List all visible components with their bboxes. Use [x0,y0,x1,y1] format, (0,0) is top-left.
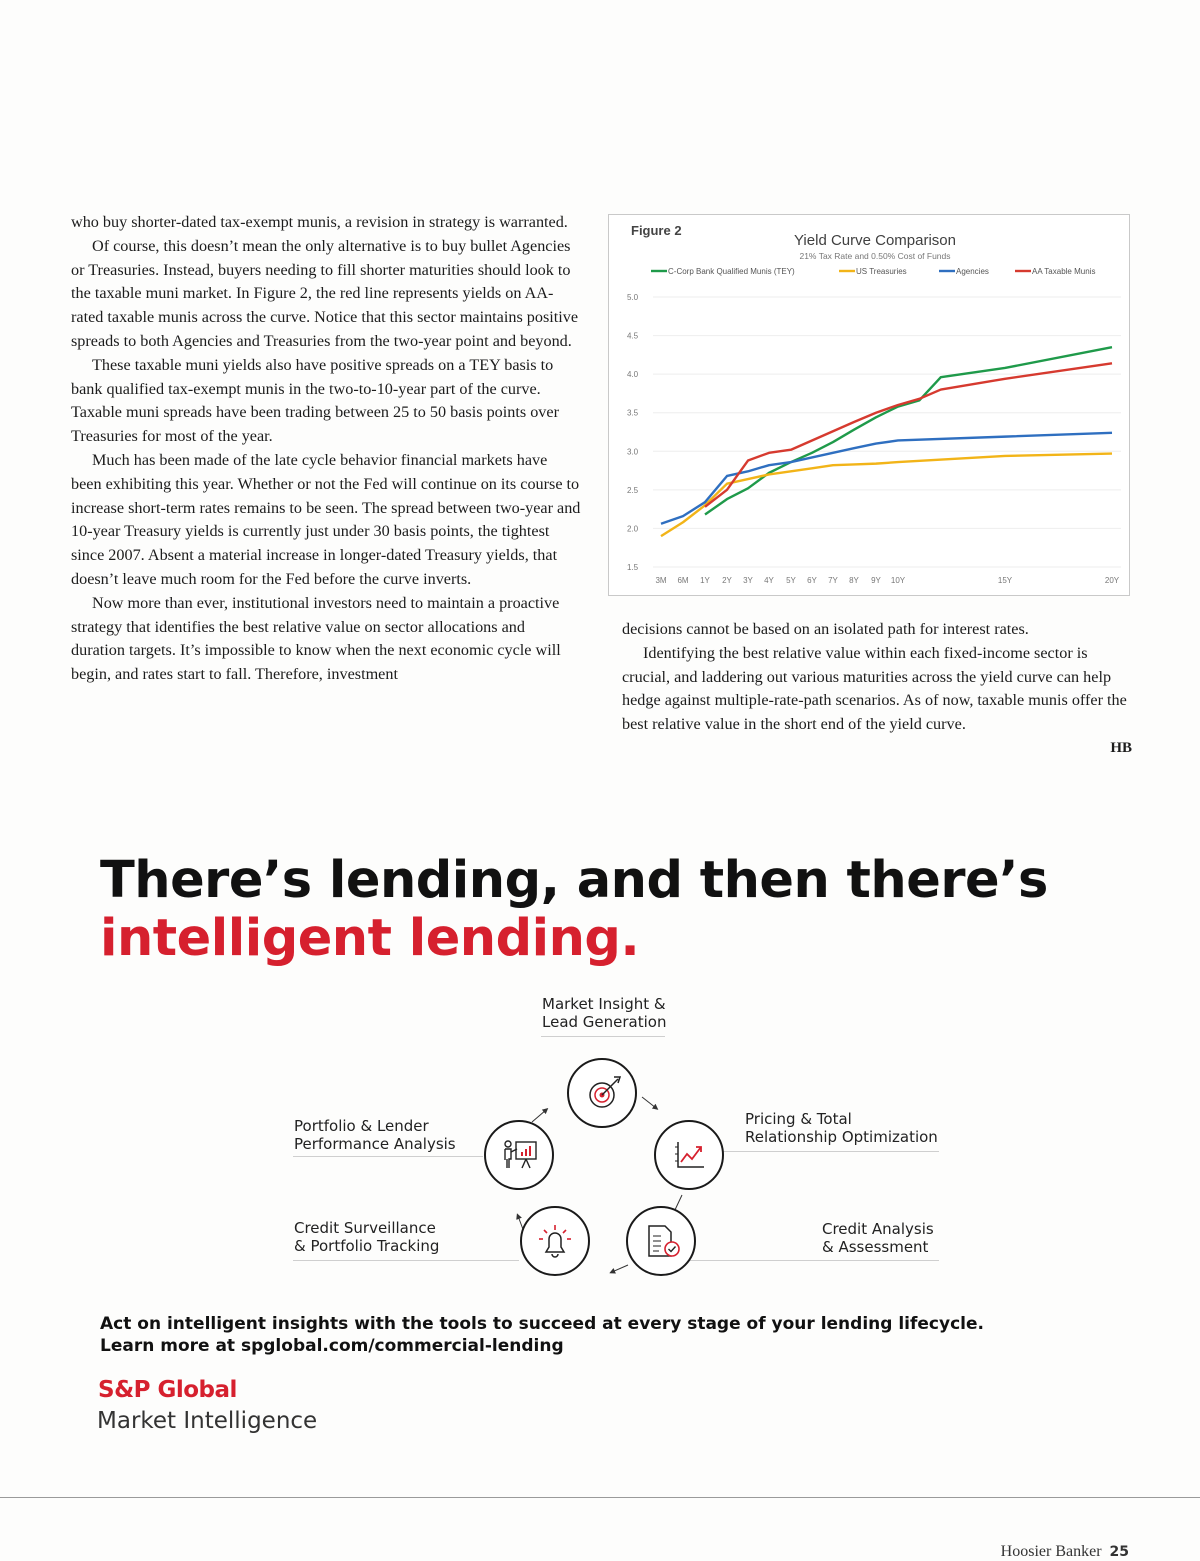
chart-title: Yield Curve Comparison [793,232,957,249]
x-tick-label: 9Y [871,576,881,585]
figure-label: Figure 2 [631,223,682,238]
stage-label-line: & Assessment [822,1238,929,1256]
footer-divider [0,1497,1200,1498]
brand-logo-name: S&P Global [98,1377,237,1403]
legend-label: C-Corp Bank Qualified Munis (TEY) [668,267,795,276]
stage-label-line: & Portfolio Tracking [294,1237,440,1255]
series-line [661,454,1112,537]
y-axis [627,293,639,572]
y-tick-label: 2.5 [627,485,639,495]
x-tick-label: 2Y [722,576,732,585]
x-tick-label: 3M [655,576,667,585]
y-tick-label: 4.0 [627,370,639,380]
paragraph: These taxable muni yields also have positive spreads on a TEY basis to bank qualified tax-exempt munis in the two-to-10-year part of the curve. Taxable muni spreads have been trading between 25 to 50 basis points over Treasuries for most of the year. [71,355,559,446]
cta-line-1: Act on intelligent insights with the tools to succeed at every stage of your lending lifecycle. [100,1314,984,1334]
legend-label: AA Taxable Munis [1032,267,1096,276]
y-tick-label: 3.5 [627,408,639,418]
checked-document-icon [626,1206,696,1276]
paragraph: Of course, this doesn’t mean the only alternative is to buy bullet Agencies or Treasuries. Instead, buyers needing to fill shorter maturities should look to the taxable muni market. In Figure 2, the red line represents yields on AA-rated taxable munis across the curve. Notice that this sector maintains positive spreads to both Agencies and Treasuries from the two-year point and beyond. [71,236,579,350]
x-tick-label: 6Y [807,576,817,585]
headline-line-2: intelligent lending. [100,909,640,968]
x-tick-label: 6M [677,576,689,585]
publication-name: Hoosier Banker [1000,1543,1102,1560]
growth-chart-icon [654,1120,724,1190]
yield-curve-figure [608,214,1130,596]
stage-label-market-insight [542,995,666,1031]
stage-label-credit-surveillance [294,1219,439,1255]
divider [293,1156,483,1157]
divider [690,1260,939,1261]
y-tick-label: 2.0 [627,524,639,534]
chart-legend [651,267,1095,276]
x-tick-label: 8Y [849,576,859,585]
legend-label: US Treasuries [856,267,907,276]
y-tick-label: 3.0 [627,447,639,457]
legend-label: Agencies [956,267,989,276]
x-tick-label: 5Y [786,576,796,585]
y-tick-label: 1.5 [627,563,639,572]
stage-label-credit-analysis [822,1220,934,1256]
paragraph: Much has been made of the late cycle behavior financial markets have been exhibiting this year. Whether or not the Fed will continue on its course to increase short-term rates remains to be seen. The spread between two-year and 10-year Treasury yields is currently just under 30 basis points, the tightest since 2007. Absent a material increase in longer-dated Treasury yields, that doesn’t leave much room for the Fed before the curve inverts. [71,450,581,588]
cta-link[interactable]: Learn more at spglobal.com/commercial-lending [100,1336,564,1356]
headline-line-1: There’s lending, and then there’s [100,851,1048,910]
chart-series [661,347,1112,536]
stage-label-line: Relationship Optimization [745,1128,938,1146]
y-tick-label: 4.5 [627,331,639,341]
yield-curve-chart [609,215,1129,595]
x-tick-label: 4Y [764,576,774,585]
x-tick-label: 15Y [997,576,1013,585]
presentation-icon [484,1120,554,1190]
divider [541,1036,665,1037]
paragraph: decisions cannot be based on an isolated path for interest rates. [622,620,1029,638]
y-tick-label: 5.0 [627,293,639,302]
page-number: 25 [1109,1544,1129,1560]
stage-label-pricing [745,1110,938,1146]
target-icon [567,1058,637,1128]
chart-subtitle: 21% Tax Rate and 0.50% Cost of Funds [799,251,951,261]
ad-call-to-action [100,1313,984,1357]
stage-label-line: Credit Surveillance [294,1219,436,1237]
stage-label-line: Performance Analysis [294,1135,456,1153]
stage-label-line: Portfolio & Lender [294,1117,429,1135]
x-tick-label: 3Y [743,576,753,585]
ad-headline [100,852,1048,968]
x-tick-label: 1Y [700,576,710,585]
brand-logo-division: Market Intelligence [97,1408,318,1434]
x-axis [655,576,1119,585]
stage-label-line: Lead Generation [542,1013,667,1031]
stage-label-portfolio-performance [294,1117,456,1153]
alert-bell-icon [520,1206,590,1276]
stage-label-line: Pricing & Total [745,1110,852,1128]
stage-label-line: Credit Analysis [822,1220,934,1238]
paragraph: Now more than ever, institutional investors need to maintain a proactive strategy that identifies the best relative value on sector allocations and duration targets. It’s impossible to know when the next economic cycle will begin, and rates start to fall. Therefore, investment [71,593,561,684]
x-tick-label: 7Y [828,576,838,585]
x-tick-label: 20Y [1104,576,1120,585]
paragraph: Identifying the best relative value within each fixed-income sector is crucial, and laddering out various maturities across the yield curve can help hedge against multiple-rate-path scenarios. As of now, taxable munis offer the best relative value in the short end of the yield curve. [622,643,1127,734]
paragraph: who buy shorter-dated tax-exempt munis, a revision in strategy is warranted. [71,213,568,231]
page-footer [1001,1543,1129,1561]
article-right-column [622,618,1132,761]
stage-label-line: Market Insight & [542,995,666,1013]
article-signoff: HB [1110,739,1132,756]
chart-grid [653,297,1121,567]
divider [706,1151,939,1152]
x-tick-label: 10Y [890,576,906,585]
article-left-column [71,211,581,687]
series-line [661,433,1112,524]
